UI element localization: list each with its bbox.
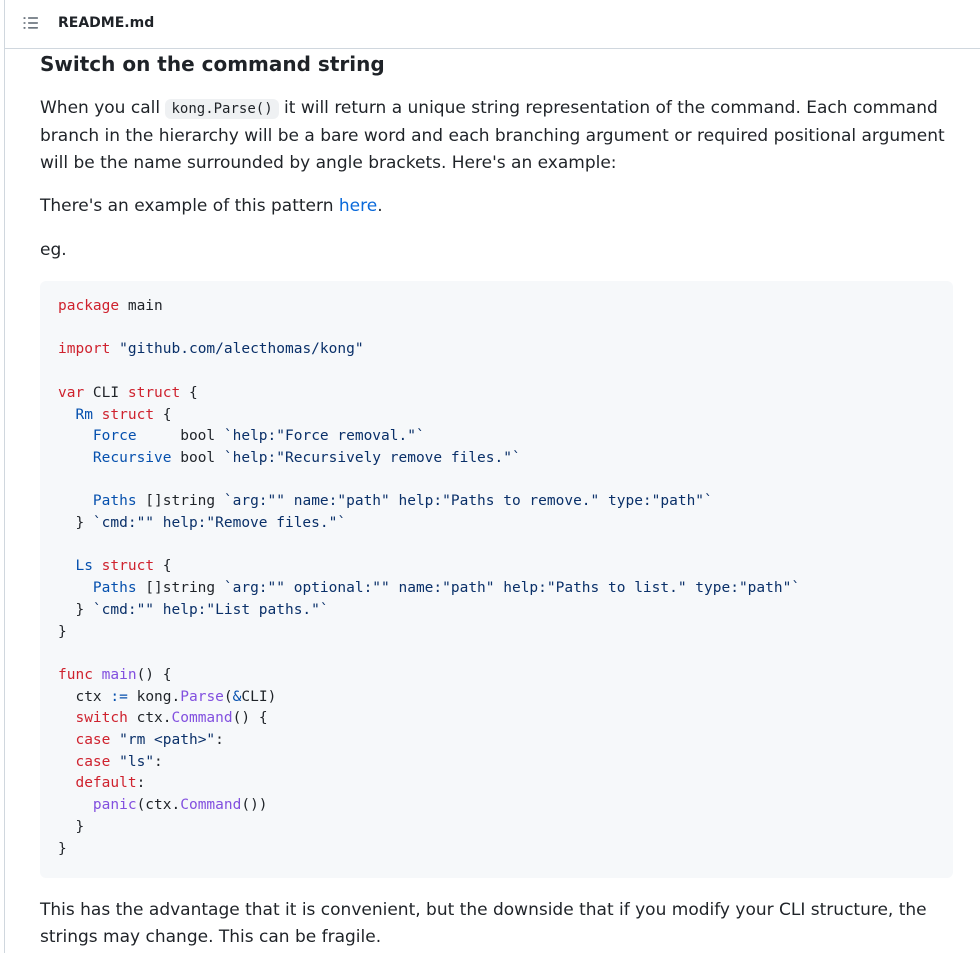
code-token: Force [92, 428, 137, 445]
code-token [93, 558, 102, 574]
code-token [58, 732, 75, 748]
code-token [58, 797, 93, 813]
paragraph-eg: eg. [40, 240, 67, 260]
code-token: struct [127, 384, 181, 401]
code-token: main [101, 666, 137, 683]
code-token: (ctx. [136, 797, 181, 814]
paragraph-advantage: This has the advantage that it is convenient, but the downside that if you modify your CLI structure, the strings may change. This can be fragile. [40, 900, 927, 947]
code-token: () { [232, 710, 268, 727]
code-line [58, 428, 425, 444]
code-token: ( [223, 688, 233, 705]
code-token: case [75, 753, 111, 770]
code-token: Ls [75, 558, 93, 575]
paragraph-example-link [40, 193, 954, 220]
code-line [58, 298, 163, 314]
code-token: : [136, 775, 146, 792]
link-text-start: There's an example of this pattern [40, 196, 339, 216]
code-token: ctx [58, 688, 111, 705]
code-token: struct [101, 558, 155, 575]
code-token: case [75, 732, 111, 749]
code-token: Command [180, 797, 242, 814]
here-link[interactable]: here [338, 196, 378, 216]
code-token: := [110, 688, 128, 705]
code-line [58, 385, 198, 401]
code-line [58, 515, 346, 531]
code-line [58, 558, 172, 574]
code-token: `help:"Recursively remove files."` [223, 449, 521, 466]
code-token: func [58, 666, 93, 683]
section-heading: Switch on the command string [40, 52, 385, 76]
code-token: `cmd:"" help:"Remove files."` [92, 515, 347, 532]
code-token: main [119, 298, 163, 314]
code-block[interactable] [40, 281, 953, 878]
code-line [58, 689, 276, 705]
code-token: default [75, 775, 137, 792]
code-line [58, 667, 172, 683]
code-token: } [58, 818, 85, 835]
code-token: switch [75, 710, 128, 727]
code-token: { [180, 384, 198, 401]
code-token: ()) [241, 797, 268, 814]
code-token [58, 493, 93, 509]
code-token [58, 775, 75, 791]
code-token: "github.com/alecthomas/kong" [119, 341, 364, 358]
code-line [58, 710, 268, 726]
code-token [58, 558, 75, 574]
code-token: : [154, 753, 163, 770]
code-token: { [154, 406, 172, 423]
file-header [5, 0, 980, 49]
code-token: Paths [92, 493, 137, 510]
code-token: } [58, 623, 67, 640]
code-token: panic [92, 797, 137, 814]
code-line [58, 580, 800, 596]
readme-panel [4, 0, 980, 953]
intro-text-end: it will return a unique string representation of the command. Each command branch in the hierarchy will be a bare word and each branching argument or required positional argument will be the name surrounded by angle brackets. Here's an example: [40, 98, 945, 173]
intro-text-start: When you call [40, 98, 166, 118]
code-token: `cmd:"" help:"List paths."` [92, 601, 329, 618]
code-token: Parse [180, 688, 224, 705]
code-line [58, 407, 172, 423]
code-token: var [58, 384, 85, 401]
code-line [58, 797, 268, 813]
code-line [58, 602, 329, 618]
code-token: []string [136, 493, 224, 510]
code-token [58, 754, 75, 770]
code-token: } [58, 840, 67, 857]
code-line [58, 732, 224, 748]
code-line [58, 493, 713, 509]
code-content[interactable] [58, 296, 800, 860]
file-name: README.md [58, 15, 155, 31]
code-token: `arg:"" name:"path" help:"Paths to remove." type:"path"` [223, 493, 713, 510]
code-line [58, 341, 364, 357]
code-token [93, 407, 102, 423]
code-line [58, 841, 67, 857]
code-token: } [58, 601, 93, 618]
code-token: kong. [127, 688, 181, 705]
code-line [58, 754, 163, 770]
code-token: Rm [75, 406, 93, 423]
code-token [110, 754, 119, 770]
code-token: () { [136, 666, 172, 683]
code-line [58, 819, 84, 835]
code-token: bool [136, 428, 224, 445]
code-token: ctx. [127, 710, 172, 727]
code-token: `arg:"" optional:"" name:"path" help:"Paths to list." type:"path"` [223, 580, 801, 597]
code-token: "ls" [119, 753, 155, 770]
inline-code: kong.Parse() [165, 99, 278, 119]
code-token [58, 407, 75, 423]
code-token: `help:"Force removal."` [223, 428, 425, 445]
code-token [93, 667, 102, 683]
code-token: Command [171, 710, 233, 727]
code-token: Paths [92, 580, 137, 597]
list-unordered-icon[interactable] [23, 15, 39, 31]
code-token [58, 710, 75, 726]
code-token [58, 428, 93, 444]
code-token: : [215, 732, 224, 749]
code-token: "rm <path>" [119, 732, 216, 749]
code-token: struct [101, 406, 155, 423]
code-token: CLI [84, 384, 128, 401]
code-token: } [58, 515, 93, 532]
link-text-end: . [377, 196, 383, 216]
code-token [110, 732, 119, 748]
code-token: bool [171, 449, 224, 466]
code-line [58, 450, 521, 466]
code-token: CLI) [241, 688, 277, 705]
code-token: []string [136, 580, 224, 597]
code-token [58, 580, 93, 596]
code-token: import [58, 341, 111, 358]
code-line [58, 775, 145, 791]
code-token: Recursive [92, 449, 172, 466]
code-token [110, 341, 119, 357]
code-token: package [58, 298, 120, 314]
code-token: & [232, 688, 242, 705]
code-token: { [154, 558, 172, 575]
code-line [58, 624, 67, 640]
paragraph-intro [40, 95, 954, 177]
code-token [58, 450, 93, 466]
